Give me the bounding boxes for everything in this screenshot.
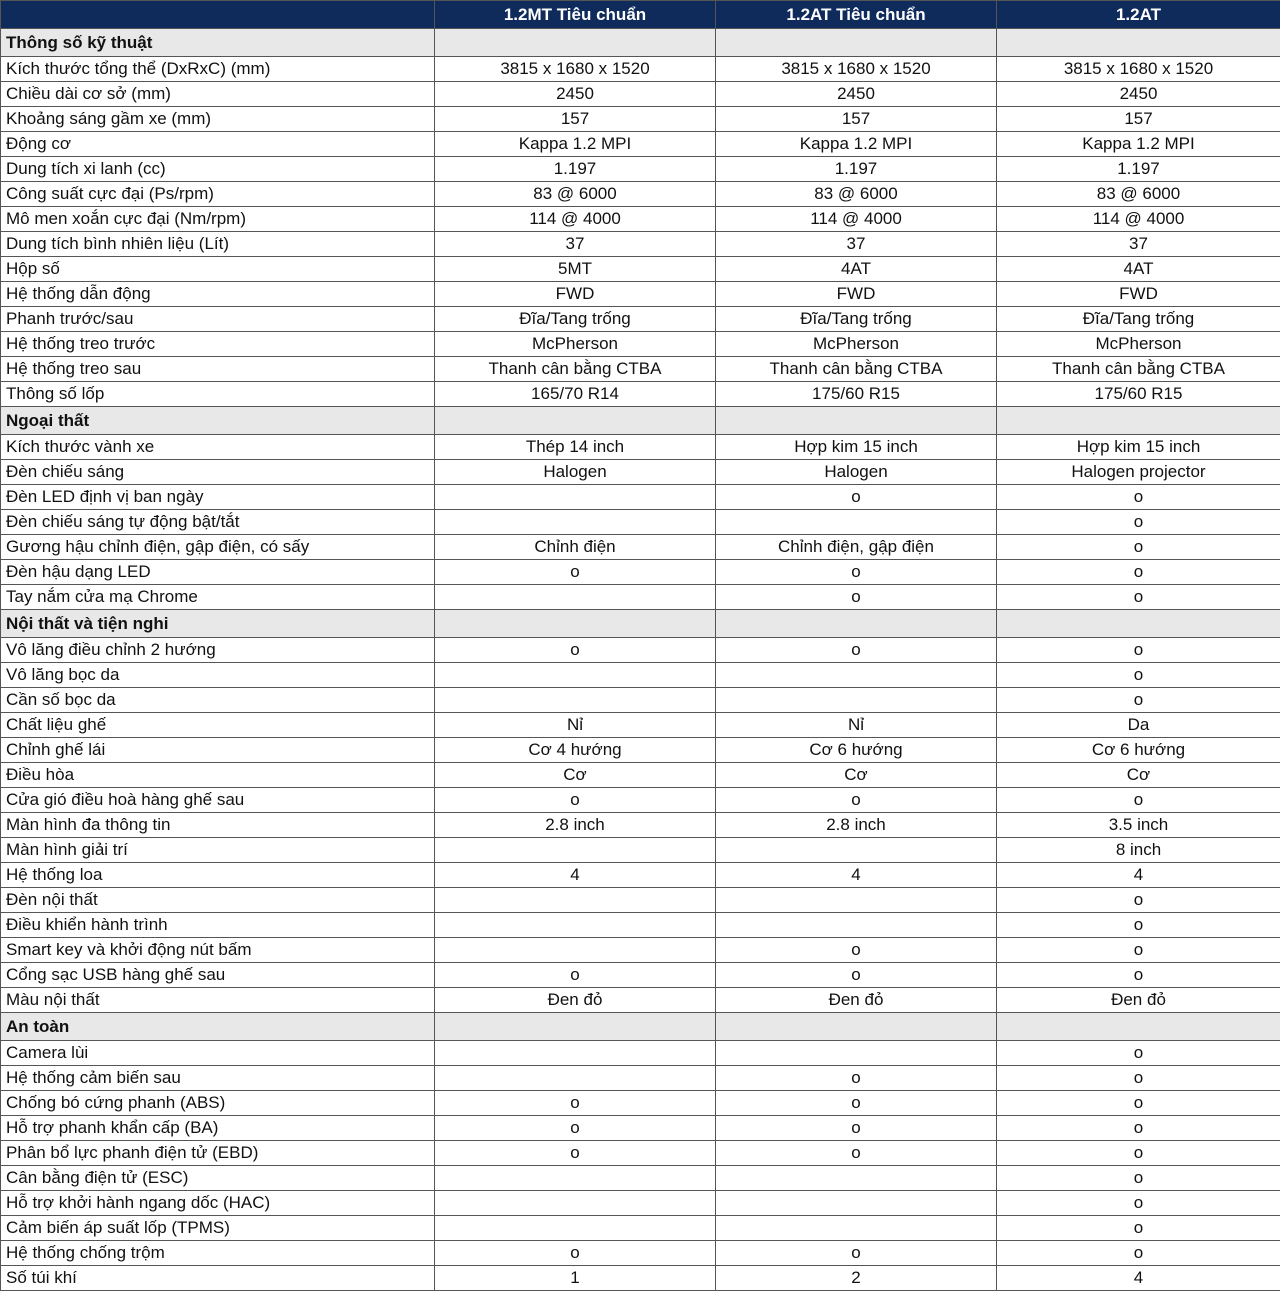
section-empty-cell bbox=[716, 1013, 997, 1041]
spec-value: o bbox=[997, 560, 1280, 585]
section-empty-cell bbox=[716, 29, 997, 57]
spec-value: 157 bbox=[716, 107, 997, 132]
spec-label: Hệ thống loa bbox=[1, 863, 435, 888]
spec-value: McPherson bbox=[997, 332, 1280, 357]
spec-value: Nỉ bbox=[716, 713, 997, 738]
section-empty-cell bbox=[997, 29, 1280, 57]
spec-value: Kappa 1.2 MPI bbox=[997, 132, 1280, 157]
section-title: Nội thất và tiện nghi bbox=[1, 610, 435, 638]
spec-table-body bbox=[1, 29, 1280, 1291]
spec-value: 175/60 R15 bbox=[997, 382, 1280, 407]
spec-value: o bbox=[997, 663, 1280, 688]
spec-value: Đen đỏ bbox=[435, 988, 716, 1013]
spec-value bbox=[716, 1216, 997, 1241]
spec-row bbox=[1, 838, 1280, 863]
spec-value: o bbox=[716, 963, 997, 988]
section-row bbox=[1, 1013, 1280, 1041]
spec-value: o bbox=[716, 1091, 997, 1116]
spec-label: Hệ thống treo trước bbox=[1, 332, 435, 357]
spec-row bbox=[1, 688, 1280, 713]
header-cell-variant: 1.2AT Tiêu chuẩn bbox=[716, 1, 997, 29]
spec-label: Chỉnh ghế lái bbox=[1, 738, 435, 763]
spec-value: 114 @ 4000 bbox=[997, 207, 1280, 232]
spec-label: Hỗ trợ khởi hành ngang dốc (HAC) bbox=[1, 1191, 435, 1216]
spec-value bbox=[435, 510, 716, 535]
spec-row bbox=[1, 1166, 1280, 1191]
spec-row bbox=[1, 182, 1280, 207]
spec-value: Thanh cân bằng CTBA bbox=[716, 357, 997, 382]
spec-value: o bbox=[997, 788, 1280, 813]
spec-row bbox=[1, 1241, 1280, 1266]
spec-value: 83 @ 6000 bbox=[997, 182, 1280, 207]
spec-row bbox=[1, 1041, 1280, 1066]
spec-value: 4 bbox=[435, 863, 716, 888]
spec-row bbox=[1, 357, 1280, 382]
spec-row bbox=[1, 1141, 1280, 1166]
spec-value: 175/60 R15 bbox=[716, 382, 997, 407]
spec-label: Đèn chiếu sáng bbox=[1, 460, 435, 485]
spec-row bbox=[1, 663, 1280, 688]
spec-label: Cần số bọc da bbox=[1, 688, 435, 713]
spec-value: Đĩa/Tang trống bbox=[716, 307, 997, 332]
spec-value: o bbox=[716, 638, 997, 663]
spec-row bbox=[1, 963, 1280, 988]
spec-value: 157 bbox=[997, 107, 1280, 132]
spec-row bbox=[1, 938, 1280, 963]
spec-value: 83 @ 6000 bbox=[716, 182, 997, 207]
spec-row bbox=[1, 132, 1280, 157]
spec-value bbox=[716, 838, 997, 863]
spec-value: Hợp kim 15 inch bbox=[716, 435, 997, 460]
spec-row bbox=[1, 888, 1280, 913]
spec-value: 2450 bbox=[997, 82, 1280, 107]
spec-value: o bbox=[716, 560, 997, 585]
spec-row bbox=[1, 1216, 1280, 1241]
spec-value: 2.8 inch bbox=[716, 813, 997, 838]
spec-label: Dung tích bình nhiên liệu (Lít) bbox=[1, 232, 435, 257]
spec-value: Kappa 1.2 MPI bbox=[435, 132, 716, 157]
section-empty-cell bbox=[435, 29, 716, 57]
spec-value bbox=[435, 1166, 716, 1191]
spec-value: o bbox=[997, 888, 1280, 913]
spec-label: Mô men xoắn cực đại (Nm/rpm) bbox=[1, 207, 435, 232]
spec-value bbox=[435, 1066, 716, 1091]
spec-value: McPherson bbox=[435, 332, 716, 357]
spec-value: 114 @ 4000 bbox=[716, 207, 997, 232]
spec-value bbox=[435, 938, 716, 963]
spec-label: Cửa gió điều hoà hàng ghế sau bbox=[1, 788, 435, 813]
section-row bbox=[1, 29, 1280, 57]
spec-value: 4 bbox=[997, 1266, 1280, 1291]
spec-row bbox=[1, 988, 1280, 1013]
spec-value: o bbox=[716, 1066, 997, 1091]
spec-value: 4 bbox=[716, 863, 997, 888]
spec-value: o bbox=[716, 788, 997, 813]
spec-value: 2450 bbox=[716, 82, 997, 107]
spec-value bbox=[435, 485, 716, 510]
spec-value: o bbox=[997, 585, 1280, 610]
spec-value bbox=[435, 585, 716, 610]
spec-value: o bbox=[997, 963, 1280, 988]
spec-row bbox=[1, 1266, 1280, 1291]
spec-value: Chỉnh điện bbox=[435, 535, 716, 560]
spec-value: Nỉ bbox=[435, 713, 716, 738]
spec-value: o bbox=[716, 938, 997, 963]
spec-value: o bbox=[435, 560, 716, 585]
spec-value: o bbox=[716, 1241, 997, 1266]
spec-row bbox=[1, 713, 1280, 738]
spec-value: 114 @ 4000 bbox=[435, 207, 716, 232]
spec-value: FWD bbox=[997, 282, 1280, 307]
spec-value bbox=[716, 510, 997, 535]
spec-value: o bbox=[997, 1191, 1280, 1216]
spec-label: Cân bằng điện tử (ESC) bbox=[1, 1166, 435, 1191]
spec-label: Cảm biến áp suất lốp (TPMS) bbox=[1, 1216, 435, 1241]
spec-value bbox=[435, 913, 716, 938]
spec-value: o bbox=[997, 1066, 1280, 1091]
spec-label: Hỗ trợ phanh khẩn cấp (BA) bbox=[1, 1116, 435, 1141]
spec-value: 2 bbox=[716, 1266, 997, 1291]
header-row bbox=[1, 1, 1280, 29]
spec-value bbox=[716, 1166, 997, 1191]
section-empty-cell bbox=[997, 1013, 1280, 1041]
section-empty-cell bbox=[997, 610, 1280, 638]
spec-label: Vô lăng điều chỉnh 2 hướng bbox=[1, 638, 435, 663]
spec-row bbox=[1, 535, 1280, 560]
spec-value: 3.5 inch bbox=[997, 813, 1280, 838]
spec-value: o bbox=[997, 1116, 1280, 1141]
spec-value: 157 bbox=[435, 107, 716, 132]
spec-label: Hệ thống treo sau bbox=[1, 357, 435, 382]
spec-row bbox=[1, 913, 1280, 938]
spec-value bbox=[435, 1216, 716, 1241]
spec-value: o bbox=[997, 1041, 1280, 1066]
spec-value: o bbox=[997, 510, 1280, 535]
spec-value: 3815 x 1680 x 1520 bbox=[997, 57, 1280, 82]
spec-row bbox=[1, 510, 1280, 535]
header-cell-variant: 1.2AT bbox=[997, 1, 1280, 29]
spec-value: o bbox=[435, 1141, 716, 1166]
spec-label: Dung tích xi lanh (cc) bbox=[1, 157, 435, 182]
spec-value: FWD bbox=[435, 282, 716, 307]
spec-value: Hợp kim 15 inch bbox=[997, 435, 1280, 460]
spec-label: Kích thước tổng thể (DxRxC) (mm) bbox=[1, 57, 435, 82]
spec-value: Halogen projector bbox=[997, 460, 1280, 485]
spec-label: Hệ thống chống trộm bbox=[1, 1241, 435, 1266]
spec-value bbox=[716, 688, 997, 713]
spec-label: Phanh trước/sau bbox=[1, 307, 435, 332]
spec-value bbox=[435, 838, 716, 863]
spec-value bbox=[435, 1191, 716, 1216]
spec-table-header bbox=[1, 1, 1280, 29]
spec-value: Halogen bbox=[716, 460, 997, 485]
spec-value bbox=[716, 1191, 997, 1216]
spec-value: o bbox=[435, 1091, 716, 1116]
spec-row bbox=[1, 282, 1280, 307]
spec-row bbox=[1, 1091, 1280, 1116]
section-empty-cell bbox=[997, 407, 1280, 435]
spec-value: 1 bbox=[435, 1266, 716, 1291]
spec-label: Cổng sạc USB hàng ghế sau bbox=[1, 963, 435, 988]
spec-value: 1.197 bbox=[435, 157, 716, 182]
spec-label: Camera lùi bbox=[1, 1041, 435, 1066]
spec-value: Halogen bbox=[435, 460, 716, 485]
spec-row bbox=[1, 813, 1280, 838]
spec-value: Da bbox=[997, 713, 1280, 738]
spec-row bbox=[1, 788, 1280, 813]
spec-label: Tay nắm cửa mạ Chrome bbox=[1, 585, 435, 610]
section-empty-cell bbox=[716, 610, 997, 638]
spec-value: 2450 bbox=[435, 82, 716, 107]
spec-row bbox=[1, 107, 1280, 132]
spec-value: Đĩa/Tang trống bbox=[435, 307, 716, 332]
spec-value: Thanh cân bằng CTBA bbox=[997, 357, 1280, 382]
spec-value: o bbox=[997, 1241, 1280, 1266]
spec-row bbox=[1, 1066, 1280, 1091]
spec-label: Phân bổ lực phanh điện tử (EBD) bbox=[1, 1141, 435, 1166]
spec-label: Vô lăng bọc da bbox=[1, 663, 435, 688]
spec-value: o bbox=[435, 638, 716, 663]
spec-value: Kappa 1.2 MPI bbox=[716, 132, 997, 157]
spec-value bbox=[716, 663, 997, 688]
spec-label: Điều hòa bbox=[1, 763, 435, 788]
spec-value: o bbox=[435, 788, 716, 813]
spec-label: Màn hình giải trí bbox=[1, 838, 435, 863]
spec-value: Cơ 6 hướng bbox=[997, 738, 1280, 763]
spec-label: Chống bó cứng phanh (ABS) bbox=[1, 1091, 435, 1116]
spec-value: Cơ bbox=[435, 763, 716, 788]
spec-value bbox=[716, 1041, 997, 1066]
section-row bbox=[1, 610, 1280, 638]
spec-value: o bbox=[997, 1141, 1280, 1166]
spec-value: o bbox=[435, 1241, 716, 1266]
spec-value: o bbox=[997, 638, 1280, 663]
spec-value: 37 bbox=[997, 232, 1280, 257]
spec-row bbox=[1, 232, 1280, 257]
spec-label: Hộp số bbox=[1, 257, 435, 282]
spec-value: o bbox=[997, 485, 1280, 510]
spec-row bbox=[1, 560, 1280, 585]
spec-label: Đèn hậu dạng LED bbox=[1, 560, 435, 585]
spec-label: Smart key và khởi động nút bấm bbox=[1, 938, 435, 963]
section-title: Thông số kỹ thuật bbox=[1, 29, 435, 57]
spec-row bbox=[1, 485, 1280, 510]
spec-label: Đèn nội thất bbox=[1, 888, 435, 913]
spec-value: o bbox=[435, 1116, 716, 1141]
spec-label: Kích thước vành xe bbox=[1, 435, 435, 460]
spec-value: 2.8 inch bbox=[435, 813, 716, 838]
spec-value bbox=[435, 688, 716, 713]
spec-value: 3815 x 1680 x 1520 bbox=[716, 57, 997, 82]
spec-value: 8 inch bbox=[997, 838, 1280, 863]
spec-value: o bbox=[997, 1091, 1280, 1116]
spec-value bbox=[435, 663, 716, 688]
section-empty-cell bbox=[435, 407, 716, 435]
section-empty-cell bbox=[435, 1013, 716, 1041]
spec-value bbox=[716, 913, 997, 938]
spec-value: o bbox=[997, 535, 1280, 560]
spec-label: Màn hình đa thông tin bbox=[1, 813, 435, 838]
spec-value: Đen đỏ bbox=[997, 988, 1280, 1013]
spec-label: Động cơ bbox=[1, 132, 435, 157]
spec-value: 83 @ 6000 bbox=[435, 182, 716, 207]
spec-label: Đèn chiếu sáng tự động bật/tắt bbox=[1, 510, 435, 535]
spec-label: Khoảng sáng gầm xe (mm) bbox=[1, 107, 435, 132]
spec-row bbox=[1, 1191, 1280, 1216]
spec-value: Đen đỏ bbox=[716, 988, 997, 1013]
spec-value: 1.197 bbox=[997, 157, 1280, 182]
spec-value bbox=[716, 888, 997, 913]
spec-row bbox=[1, 157, 1280, 182]
spec-value: 37 bbox=[435, 232, 716, 257]
section-row bbox=[1, 407, 1280, 435]
spec-value: Cơ bbox=[716, 763, 997, 788]
spec-value: 4 bbox=[997, 863, 1280, 888]
spec-value: o bbox=[997, 688, 1280, 713]
spec-label: Điều khiển hành trình bbox=[1, 913, 435, 938]
spec-value: 3815 x 1680 x 1520 bbox=[435, 57, 716, 82]
spec-value: o bbox=[997, 913, 1280, 938]
spec-value: o bbox=[716, 1141, 997, 1166]
spec-value bbox=[435, 1041, 716, 1066]
spec-label: Đèn LED định vị ban ngày bbox=[1, 485, 435, 510]
spec-row bbox=[1, 207, 1280, 232]
spec-row bbox=[1, 435, 1280, 460]
spec-value: o bbox=[435, 963, 716, 988]
spec-label: Chất liệu ghế bbox=[1, 713, 435, 738]
header-cell-variant: 1.2MT Tiêu chuẩn bbox=[435, 1, 716, 29]
spec-row bbox=[1, 638, 1280, 663]
spec-row bbox=[1, 82, 1280, 107]
spec-label: Gương hậu chỉnh điện, gập điện, có sấy bbox=[1, 535, 435, 560]
spec-value: Thanh cân bằng CTBA bbox=[435, 357, 716, 382]
section-title: An toàn bbox=[1, 1013, 435, 1041]
spec-row bbox=[1, 332, 1280, 357]
spec-value bbox=[435, 888, 716, 913]
spec-value: Thép 14 inch bbox=[435, 435, 716, 460]
spec-value: o bbox=[997, 1166, 1280, 1191]
spec-row bbox=[1, 1116, 1280, 1141]
spec-value: 5MT bbox=[435, 257, 716, 282]
spec-value: Đĩa/Tang trống bbox=[997, 307, 1280, 332]
spec-value: Cơ bbox=[997, 763, 1280, 788]
section-title: Ngoại thất bbox=[1, 407, 435, 435]
spec-label: Số túi khí bbox=[1, 1266, 435, 1291]
spec-row bbox=[1, 257, 1280, 282]
spec-value: McPherson bbox=[716, 332, 997, 357]
spec-row bbox=[1, 738, 1280, 763]
header-cell-label bbox=[1, 1, 435, 29]
spec-label: Thông số lốp bbox=[1, 382, 435, 407]
spec-value: o bbox=[716, 485, 997, 510]
spec-row bbox=[1, 57, 1280, 82]
spec-row bbox=[1, 585, 1280, 610]
spec-row bbox=[1, 307, 1280, 332]
spec-value: o bbox=[997, 938, 1280, 963]
spec-value: 4AT bbox=[716, 257, 997, 282]
spec-value: 37 bbox=[716, 232, 997, 257]
spec-label: Công suất cực đại (Ps/rpm) bbox=[1, 182, 435, 207]
spec-label: Hệ thống cảm biến sau bbox=[1, 1066, 435, 1091]
spec-value: Cơ 4 hướng bbox=[435, 738, 716, 763]
spec-row bbox=[1, 460, 1280, 485]
spec-value: Chỉnh điện, gập điện bbox=[716, 535, 997, 560]
spec-value: o bbox=[716, 1116, 997, 1141]
spec-value: Cơ 6 hướng bbox=[716, 738, 997, 763]
spec-value: 165/70 R14 bbox=[435, 382, 716, 407]
spec-value: 1.197 bbox=[716, 157, 997, 182]
section-empty-cell bbox=[435, 610, 716, 638]
spec-value: 4AT bbox=[997, 257, 1280, 282]
spec-label: Màu nội thất bbox=[1, 988, 435, 1013]
spec-row bbox=[1, 863, 1280, 888]
spec-label: Chiều dài cơ sở (mm) bbox=[1, 82, 435, 107]
spec-row bbox=[1, 763, 1280, 788]
spec-label: Hệ thống dẫn động bbox=[1, 282, 435, 307]
spec-row bbox=[1, 382, 1280, 407]
spec-value: o bbox=[716, 585, 997, 610]
spec-value: o bbox=[997, 1216, 1280, 1241]
spec-value: FWD bbox=[716, 282, 997, 307]
section-empty-cell bbox=[716, 407, 997, 435]
